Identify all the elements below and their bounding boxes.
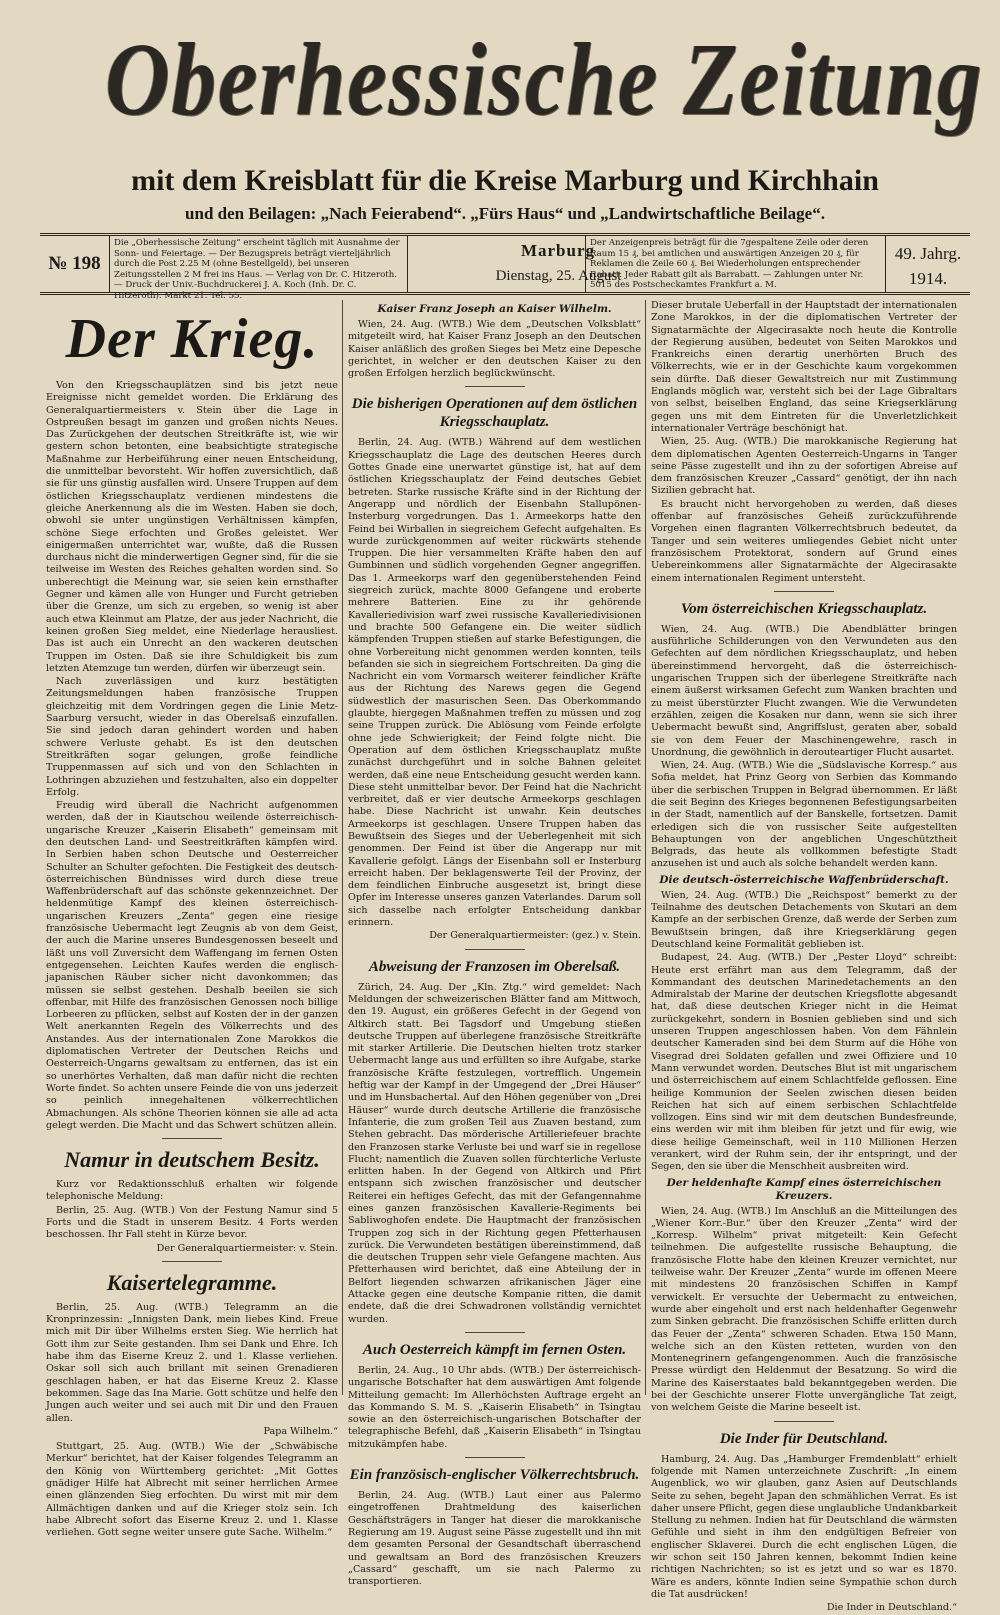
divider — [774, 591, 834, 592]
article-paragraph: Berlin, 25. Aug. (WTB.) Telegramm an die Kronprinzessin: „Innigsten Dank, mein liebes Kind. Freue mich mit Dir über Wilhelms ersten Sieg. Wie herrlich hat Gott ihm zur Seite gestanden. Ihm sei Dank und Ehre. Ich habe ihm das Eiserne Kreuz 2. und 1. Klasse verliehen. Oskar soll sich auch brillant mit seinen Grenadieren geschlagen haben, er hat das Eiserne Kreuz 2. Klasse bekommen. Sage das Ina Marie. Gott schütze und helfe den Jungen auch weiter und sei auch mit Dir und den Frauen allen. — [46, 1301, 338, 1424]
waffenbruederschaft-heading: Die deutsch-österreichische Waffenbrüderschaft. — [659, 873, 949, 886]
article-paragraph: Freudig wird überall die Nachricht aufgenommen werden, daß der in Kiautschou weilende österreichisch-ungarische Kreuzer „Kaiserin Elisabeth“ gemeinsam mit den deutschen Land- und Seestreitkräften kämpfen wird. In Serbien haben schon Deutsche und Oesterreicher Schulter an Schulter gefochten. Die Festigkeit des deutsch-österreichischen Bündnisses wird durch diese treue Waffenbrüderschaft auf das schönste gekennzeichnet. Der heldenmütige Kampf des kleinen österreichisch-ungarischen Kreuzers „Zenta“ gegen eine riesige französische Uebermacht legt Zeugnis ab von dem Geist, der auch die Marine unseres Bundesgenossen beseelt und läßt uns voll Zuversicht dem Waffengang im fernen Osten entgegensehen. Leichten Kaufes werden die englisch-japanischen Räuber sicher nicht davonkommen; das müssen sie selbst gestehen. Deshalb beeilen sie sich offenbar, mit Hilfe des französischen Genossen noch billige Lorbeeren zu pflücken, selbst auf Kosten der in der ganzen Welt anerkannten Regeln des Völkerrechts und des Anstandes. Aus der internationalen Zone Marokkos die diplomatischen Vertreter der Deutschen Reichs und Oesterreich-Ungarns gewaltsam zu entfernen, das ist ein so unerhörtes Verhalten, daß man dafür nicht die rechten Worte findet. So achten unsere Feinde die von uns jederzeit so peinlich innegehaltenen völkerrechtlichen Abmachungen. Als schöne Theorien können sie alle ad acta gelegt werden. Die Macht und das Schwert schützen allein. — [46, 800, 338, 1131]
article-paragraph: Wien, 24. Aug. (WTB.) Wie dem „Deutschen Volksblatt“ mitgeteilt wird, hat Kaiser Franz Joseph an den Deutschen Kaiser anläßlich des großen Sieges bei Metz eine Depesche gerichtet, in welcher er den deutschen Kaiser zu den großen Erfolgen herzlich beglückwünscht. — [348, 319, 641, 380]
article-paragraph: Berlin, 24. Aug., 10 Uhr abds. (WTB.) Der österreichisch-ungarische Botschafter hat dem auswärtigen Amt folgende Mitteilung gemacht: Im Allerhöchsten Auftrage ergeht an das Kommando S. M. S. „Kaiserin Elisabeth“ in Tsingtau sowie an den österreichisch-ungarischen Botschafter der telegraphische Befehl, daß „Kaiserin Elisabeth“ in Tsingtau mitzukämpfen habe. — [348, 1364, 641, 1450]
masthead — [40, 5, 984, 225]
issue-date: Dienstag, 25. August — [495, 268, 622, 284]
namur-heading: Namur in deutschem Besitz. — [64, 1147, 320, 1173]
divider — [465, 1457, 525, 1458]
article-paragraph: Es braucht nicht hervorgehoben zu werden, daß dieses offenbar auf französisches Geheiß zurückzuführende Vorgehen einen flagranten Völkerrechtsbruch bedeutet, da Tanger und sein weiteres umliegendes Gebiet nicht unter französischem Protektorat, sondern auf Grund eines Uebereinkommens aller Signatarmächte der Algecirasakte einem internationalen Regiment untersteht. — [651, 498, 957, 584]
issue-number: № 198 — [40, 236, 110, 292]
column-3 — [651, 300, 957, 1614]
signature: Papa Wilhelm.“ — [263, 1425, 338, 1437]
kaisertelegramme-heading: Kaisertelegramme. — [106, 1269, 278, 1295]
article-paragraph: Berlin, 24. Aug. (WTB.) Laut einer aus Palermo eingetroffenen Drahtmeldung des kaiserlichen Geschäftsträgers in Tanger hat dieser die marokkanische Regierung am 19. August seine Pässe zugestellt und ihn mit dem gesamten Personal der Gesandtschaft überraschend und gewaltsam an Bord des französischen Kreuzers „Cassard“ geschafft, um sie nach Palermo zu transportieren. — [348, 1490, 641, 1588]
ost-heading: Die bisherigen Operationen auf dem östlichen Kriegsschauplatz. — [351, 396, 638, 431]
article-paragraph: Wien, 24. Aug. (WTB.) Die Abendblätter bringen ausführliche Schilderungen von den Verwundeten aus den Gefechten auf dem nördlichen Kriegsschauplatz, und heben übereinstimmend hervorgeht, daß die österreichisch-ungarischen Truppen sich der überlegene Streitkräfte nach einem äußerst wirksamen Gefecht zum Wanken brachten und zu meist überstürzter Flucht zwangen. Wie die Verwundeten erzählen, zeigen die Kosaken nur dann, wenn sie sich ihrer Uebermacht bewußt sind, Angriffslust, geraten aber, sobald sie von dem Feuer der Maschinengewehre, rasch in Unordnung, die gewöhnlich in derouteartiger Flucht ausartet. — [651, 623, 957, 758]
volume: 49. Jahrg. — [894, 244, 962, 263]
dateline — [408, 236, 622, 292]
article-paragraph: Dieser brutale Ueberfall in der Hauptstadt der internationalen Zone Marokkos, in der die diplomatischen Vertreter der Signatarmächte der Algecirasakte noch heute die Kontrolle der Regierung ausüben, bedeutet von Seiten Marokkos und Frankreichs einen derartig unerhörten Bruch des Völkerrechts, wie er in der Geschichte kaum vorgekommen sein dürfte. Daß dieser Gewaltstreich nur mit Zustimmung Englands möglich war, versteht sich bei der Lage Gibraltars von selbst, beiselben England, das seine Kriegserklärung gegen uns mit dem Eintreten für die Unverletzlichkeit internationaler Verträge beschönigt hat. — [651, 300, 957, 434]
inder-heading: Die Inder für Deutschland. — [719, 1430, 889, 1447]
article-paragraph: Stuttgart, 25. Aug. (WTB.) Wie der „Schwäbische Merkur“ berichtet, hat der Kaiser folgendes Telegramm an den König von Württemberg gerichtet: „Mit Gottes gnädiger Hilfe hat Albrecht mit seiner herrlichen Armee einen glänzenden Sieg erfochten. Du wirst mit mir dem Allmächtigen danken und auf die Krieger stolz sein. Ich habe Albrecht sofort das Eiserne Kreuz 2. und 1. Klasse verliehen. Gott segne weiter unsere gute Sache. Wilhelm.“ — [46, 1441, 338, 1539]
article-paragraph: Von den Kriegsschauplätzen sind bis jetzt neue Ereignisse nicht gemeldet worden. Die Erklärung des Generalquartiermeisters v. Stein über die Lage in Ostpreußen besagt im ganzen und großen nichts Neues. Das Zurückgehen der deutschen Streitkräfte ist, wie wir gestern schon betonten, eine beabsichtigte strategische Maßnahme zur Herbeiführung einer neuen Entscheidung, die unmittelbar bevorsteht. Wir hoffen zuversichtlich, daß sie für uns günstig ausfallen wird. Unsere Truppen auf dem östlichen Kriegsschauplatz verdienen mindestens die gleiche Anerkennung als die im Westen. Haben sie doch, obwohl sie unter ungünstigen Verhältnissen kämpfen, schöne Siege erfochten und Großes geleistet. Wer einigermaßen unterrichtet war, wußte, daß die Russen durchaus nicht die minderwertigen Gegner sind, für die sie teilweise im Westen des Reiches gehalten worden sind. So unberechtigt die Meinung war, sie seien kein ernsthafter Gegner und kämen alle von Hunger und Furcht getrieben über die Grenze, um sich zu ergeben, so wenig ist aber auch etwa Kleinmut am Platze, der aus jeder Nachricht, die keinen großen Sieg meldet, eine Niederlage herausliest. Das ist auch ein Unrecht an den wackeren deutschen Truppen im Osten. Daß sie ihre Schuldigkeit bis zum letzten Atemzuge tun werden, dürfen wir überzeugt sein. — [46, 380, 338, 674]
article-paragraph: Kurz vor Redaktionsschluß erhalten wir folgende telephonische Meldung: — [46, 1179, 338, 1203]
divider — [162, 1138, 222, 1139]
divider — [162, 1261, 222, 1262]
divider — [465, 1332, 525, 1333]
divider — [465, 949, 525, 950]
signature: Der Generalquartiermeister: (gez.) v. Stein. — [429, 930, 641, 942]
article-paragraph: Berlin, 24. Aug. (WTB.) Während auf dem westlichen Kriegsschauplatz die Lage des deutschen Heeres durch Gottes Gnade eine unerwartet günstige ist, hat auf dem östlichen Kriegsschauplatz der Feind deutsches Gebiet betreten. Starke russische Kräfte sind in der Richtung der Angerapp und nördlich der Eisenbahn Stallupönen-Insterburg vorgedrungen. Das 1. Armeekorps hatte den Feind bei Wirballen in siegreichem Gefecht aufgehalten. Es wurde zurückgenommen auf weiter rückwärts stehende Truppen. Die hier versammelten Kräfte haben den auf Gumbinnen und südlich vorgehenden Gegner angegriffen. Das 1. Armeekorps warf den gegenüberstehenden Feind siegreich zurück, machte 8000 Gefangene und eroberte mehrere Batterien. Eine zu ihr gehörende Kavalleriedivision warf zwei russische Kavalleriedivisionen und brachte 500 Gefangene ein. Die weiter südlich kämpfenden Truppen stießen auf starke Befestigungen, die ohne Vorbereitung nicht genommen werden konnten, teils befanden sie sich in siegreichem Fortschreiten. Da ging die Nachricht ein vom Vormarsch weiterer feindlicher Kräfte aus der Richtung des Narews gegen die Gegend südwestlich der masurischen Seen. Das Oberkommando glaubte, hiergegen Maßnahmen treffen zu müssen und zog seine Truppen zurück. Die Ablösung vom Feinde erfolgte ohne jede Schwierigkeit; der Feind folgte nicht. Die Operation auf dem östlichen Kriegsschauplatz mußte zunächst durchgeführt und in solche Bahnen geleitet werden, daß eine neue Entscheidung gesucht werden kann. Diese steht unmittelbar bevor. Der Feind hat die Nachricht verbreitet, daß er vier deutsche Armeekorps geschlagen habe. Diese Nachricht ist unwahr. Kein deutsches Armeekorps ist geschlagen. Unsere Truppen haben das Bewußtsein des Sieges und der Ueberlegenheit mit sich genommen. Der Feind ist über die Angerapp nur mit Kavallerie gefolgt. Längs der Eisenbahn soll er Insterburg erreicht haben. Der beklagenswerte Teil der Provinz, der dem feindlichen Einbruche ausgesetzt ist, bringt diese Opfer im Interesse unseres ganzen Vaterlandes. Darum soll sich dasselbe nach erfolgter Entscheidung dankbar erinnern. — [348, 437, 641, 929]
zenta-heading: Der heldenhafte Kampf eines österreichischen Kreuzers. — [666, 1176, 942, 1202]
info-bar — [40, 233, 970, 301]
article-paragraph: Wien, 24. Aug. (WTB.) Die „Reichspost“ bemerkt zu der Teilnahme des deutschen Detachements von Skutari an dem Kampfe an der serbischen Grenze, daß werde der Serben zum Bewußtsein bringen, daß ihre Kriegserklärung gegen Deutschland keine Formalität geblieben ist. — [651, 889, 957, 950]
article-paragraph: Budapest, 24. Aug. (WTB.) Der „Pester Lloyd“ schreibt: Heute erst erfährt man aus dem Telegramm, daß der Kommandant des deutschen Marinedetachements an den Admiralstab der Marine der deutschen Kriegsflotte abgesandt hat, daß diese deutschen Krieger nicht in die Heimat zurückgekehrt, sondern in Bosnien geblieben sind und sich unseren Truppen angeschlossen haben. Von dem Fähnlein deutscher Kameraden sind bei dem Sturm auf die Höhe von Visegrad drei Soldaten gefallen und zwei Offiziere und 10 Mann verwundet worden. Deutsches Blut ist mit ungarischem und österreichischem auf einem Schlachtfelde geflossen. Eine heilige Kommunion der Seelen zwischen diesen beiden Reichen hat sich auf einem serbischen Schlachtfelde vollzogen. Eins sind wir mit dem deutschen Bundesfreunde, eins werden wir mit ihm bleiben für jetzt und für ewig, wie diese heilige Gemeinschaft, weil in 110 Millionen Herzen verankert, wird der Ruhm sein, der ihr entspringt, und der Segen, den sie über die Menschheit ausbreiten wird. — [651, 952, 957, 1173]
divider — [774, 1421, 834, 1422]
column-rule — [342, 300, 343, 1395]
year: 1914. — [908, 269, 948, 288]
column-rule — [645, 300, 646, 1395]
article-paragraph: Nach zuverlässigen und kurz bestätigten Zeitungsmeldungen haben französische Truppen gleichzeitig mit dem Vordringen gegen die Linie Metz-Saarburg versucht, wieder in das Oberelsaß einzufallen. Sie sind jedoch daran gehindert worden und haben schwere Verluste gehabt. Es ist den deutschen Streitkräften sogar gelungen, große feindliche Truppenmassen auf sich und von den Schlachten in Lothringen abzuziehen und festzuhalten, also ein doppelter Erfolg. — [46, 676, 338, 798]
article-paragraph: Hamburg, 24. Aug. Das „Hamburger Fremdenblatt“ erhielt folgende mit Namen unterzeichnete Zuschrift: „In einem Augenblick, wo wir glauben, ganz Asien auf Deutschlands Seite zu sehen, begeht Japan den schmählichen Verrat. Es ist daher unsere Pflicht, gegen diese unglaubliche Undankbarkeit Stellung zu nehmen. Indien hat für Deutschland die wärmsten Gefühle und sieht in ihm den endgültigen Befreier von englischer Sklaverei. Durch die echt englischen Lügen, die wir schon seit 150 Jahren kennen, bekommt Indien keine richtigen Nachrichten; so ist es jetzt und so war es 1870. Wäre es anders, könnte Indien seine Sympathie schon durch die Tat ausdrücken! — [651, 1453, 957, 1600]
signature: Die Inder in Deutschland.“ — [826, 1602, 957, 1614]
divider — [465, 386, 525, 387]
main-headline: Der Krieg. — [65, 308, 319, 370]
publisher-info: Die „Oberhessische Zeitung“ erscheint täglich mit Ausnahme der Sonn- und Feiertage. — Der Bezugspreis beträgt vierteljährlich durch die Post 2.25 M (ohne Bestellgeld), bei unseren Zeitungsstellen 2 M frei ins Haus. — Verlag von Dr. C. Hitzeroth. — Druck der Univ.-Buchdruckerei J. A. Koch (Inh. Dr. C. Hitzeroth). Markt 21. Tel. 55. — [110, 236, 408, 292]
city: Marburg — [520, 241, 596, 260]
newspaper-title: Oberhessische Zeitung — [105, 22, 984, 137]
column-1 — [46, 300, 338, 1539]
newspaper-supplements: und den Beilagen: „Nach Feierabend“. „Fürs Haus“ und „Landwirtschaftliche Beilage“. — [185, 204, 825, 223]
signature: Der Generalquartiermeister: v. Stein. — [156, 1242, 338, 1254]
article-paragraph: Wien, 24. Aug. (WTB.) Wie die „Südslavische Korresp.“ aus Sofia meldet, hat Prinz Georg von Serbien das Kommando über die serbischen Truppen in Belgrad übernommen. Er läßt die seit Beginn des Krieges begonnenen Befestigungsarbeiten in der Stadt, namentlich auf der Banskelle, fortsetzen. Damit erledigen sich die von russischer Seite aufgestellten Behauptungen von der angeblichen Ungeschütztheit Belgrads, das heute als vollkommen befestigte Stadt anzusehen ist und auch als solche behandelt werden kann. — [651, 760, 957, 870]
article-paragraph: Zürich, 24. Aug. Der „Kln. Ztg.“ wird gemeldet: Nach Meldungen der schweizerischen Blätter fand am Mittwoch, den 19. August, ein größeres Gefecht in der Gegend von Altkirch statt. Bei Tagsdorf und Umgebung stießen deutsche Truppen auf überlegene französische Streitkräfte mit starker Artillerie. Die Deutschen hielten trotz starker Uebermacht lange aus und erfüllten so ihre Aufgabe, starke französische Kräfte festzulegen, vortrefflich. Ungemein heftig war der Kampf in der Umgegend der „Drei Häuser“ und im Hunsbachertal. Auf den Höhen gegenüber von „Drei Häuser“ wurde durch deutsche Artillerie die französische Infanterie, die zum großen Teil aus Zuaven bestand, zum Stehen gebracht. Das mörderische Artilleriefeuer brachte den Franzosen starke Verluste bei und warf sie in regellose Flucht; namentlich die Zuaven sollen fürchterliche Verluste erlitten haben. In der Gegend von Altkirch und Pfirt entspann sich zwischen französischer und deutscher Reiterei ein heftiges Gefecht, das mit der Gefangennahme eines ganzen französischen Kavallerie-Regiments bei Sabliwoghofen endete. Die Hauptmacht der französischen Truppen zog sich in der Richtung gegen Pfetterhausen zurück. Die Verwundeten bestätigen übereinstimmend, daß die deutschen Truppen sehr viele Gefangene machten. Aus Pfetterhausen wird berichtet, daß eine Abteilung der in Belfort liegenden schwarzen afrikanischen Jäger eine Attacke gegen eine deutsche Kompanie ritten, die damit endete, daß die drei Schwadronen vollständig vernichtet wurden. — [348, 981, 641, 1325]
oesterreich-heading: Auch Oesterreich kämpft im fernen Osten. — [362, 1341, 627, 1358]
newspaper-subtitle: mit dem Kreisblatt für die Kreise Marburg und Kirchhain — [131, 164, 879, 197]
article-paragraph: Wien, 25. Aug. (WTB.) Die marokkanische Regierung hat dem diplomatischen Agenten Oesterreich-Ungarns in Tanger seine Pässe zugestellt und ihn zu der sofortigen Abreise auf dem französischen Kreuzer „Cassard“ genötigt, der ihn nach Sizilien gebracht hat. — [651, 436, 957, 497]
article-paragraph: Berlin, 25. Aug. (WTB.) Von der Festung Namur sind 5 Forts und die Stadt in unserem Besitz. 4 Forts werden beschossen. Ihr Fall steht in Kürze bevor. — [46, 1204, 338, 1241]
voelkerrecht-heading: Ein französisch-englischer Völkerrechtsbruch. — [349, 1467, 640, 1484]
column-2 — [348, 300, 641, 1588]
franzosen-heading: Abweisung der Franzosen im Oberelsaß. — [368, 958, 621, 975]
volume-year — [886, 236, 970, 292]
kaiser-heading: Kaiser Franz Joseph an Kaiser Wilhelm. — [377, 303, 612, 315]
oesterr-kriegsschauplatz-heading: Vom österreichischen Kriegsschauplatz. — [680, 600, 928, 617]
ad-pricing-info: Der Anzeigenpreis beträgt für die 7gespaltene Zeile oder deren Raum 15 ₰, bei amtlichen und auswärtigen Anzeigen 20 ₰, für Reklamen die Zeile 60 ₰. Bei Wiederholungen entsprechender Rabatt. Jeder Rabatt gilt als Barrabatt. — Zahlungen unter Nr. 5015 des Postscheckamtes Frankfurt a. M. — [586, 236, 886, 292]
article-paragraph: Wien, 24. Aug. (WTB.) Im Anschluß an die Mitteilungen des „Wiener Korr.-Bur.“ über den Kreuzer „Zenta“ wird der „Korresp. Wilhelm“ privat mitgeteilt: Kein Gefecht teilnehmen. Die aufgestellte russische Behauptung, die französische Flotte habe den kleinen Kreuzer vernichtet, nur teilweise wahr. Der Kreuzer „Zenta“ wurde im offenen Meere mit mindestens 20 französischen Schiffen in Kampf verwickelt. Er versuchte der Uebermacht zu entweichen, wurde aber eingeholt und erst nach heldenhafter Gegenwehr zum Sinken gebracht. Die französischen Schiffe erlitten durch das Feuer der „Zenta“ schweren Schaden. Etwa 150 Mann, welche sich an den Küsten retteten, wurden von den Montenegrinern gefangengenommen. Auch die französische Presse würdigt den Heldenmut der Besatzung. So wird die Marine des Kaiserstaates bald bekanntgegeben werden. Die bei der Geschichte unserer Flotte unvergängliche Tat zeigt, von welchem Geiste die Marine beseelt ist. — [651, 1205, 957, 1414]
